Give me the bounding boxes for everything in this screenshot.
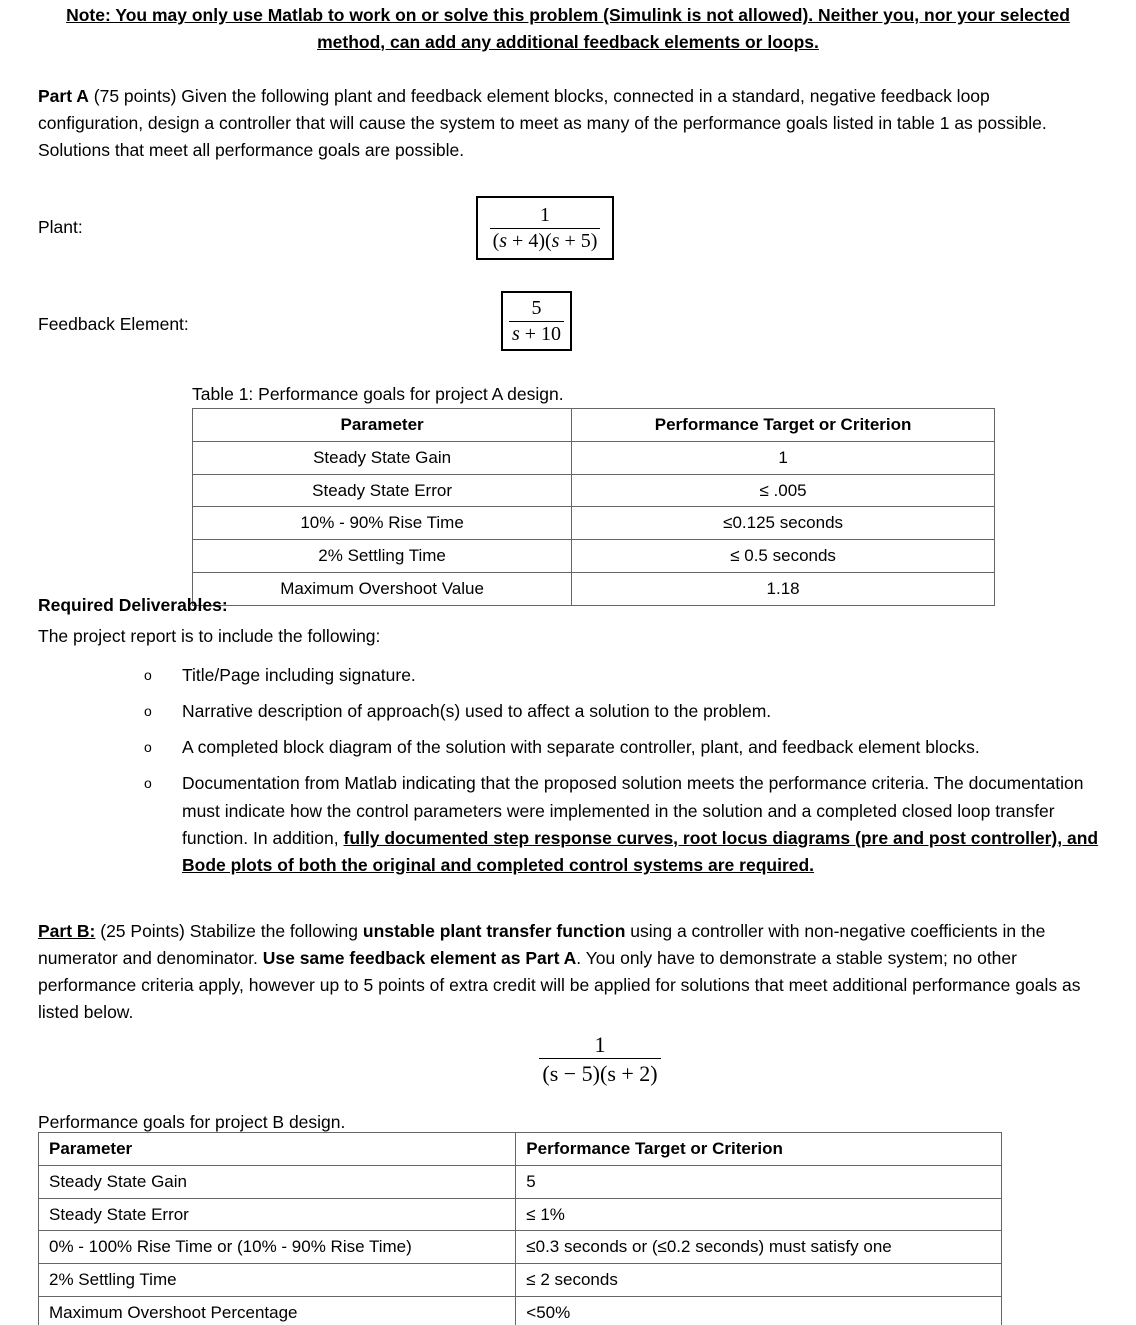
table-a-header-criterion: Performance Target or Criterion (572, 409, 995, 442)
required-deliverables-subheading: The project report is to include the following: (38, 626, 381, 646)
part-b-numerator: 1 (594, 1032, 606, 1057)
part-a-body: (75 points) Given the following plant and feedback element blocks, connected in a standard, negative feedback loop configuration, design a controller that will cause the system to meet as many of the performance goals listed in table 1 as possible. Solutions that meet all performance goals are possible. (38, 86, 1047, 161)
table-a-cell-parameter: Steady State Gain (193, 441, 572, 474)
table-a-cell-criterion: ≤0.125 seconds (572, 507, 995, 540)
table-b-caption: Performance goals for project B design. (38, 1112, 346, 1132)
circle-bullet-icon: o (144, 775, 152, 792)
table-row (193, 474, 995, 507)
deliverables-list (144, 662, 1124, 888)
list-item-text: Documentation from Matlab indicating that the proposed solution meets the performance criteria. The documentation must indicate how the control parameters were implemented in the solution and a completed closed loop transfer function. In addition, (182, 773, 1084, 848)
part-b-paragraph (38, 918, 1100, 1027)
table-b-cell-parameter: 0% - 100% Rise Time or (10% - 90% Rise Time) (39, 1231, 516, 1264)
table-b-cell-parameter: Maximum Overshoot Percentage (39, 1297, 516, 1325)
table-a-cell-criterion: ≤ .005 (572, 474, 995, 507)
table-b-cell-criterion: <50% (516, 1297, 1002, 1325)
plant-label: Plant: (38, 217, 83, 237)
part-b-bold-1: unstable plant transfer function (362, 921, 626, 941)
table-b-header-row (39, 1133, 1002, 1166)
plant-denominator: (s + 4)(s + 5) (490, 228, 601, 253)
table-a-header-parameter: Parameter (193, 409, 572, 442)
table-row (39, 1297, 1002, 1325)
table-a-cell-criterion: 1.18 (572, 573, 995, 606)
table-a-header-row (193, 409, 995, 442)
feedback-transfer-function-box (501, 291, 572, 351)
plant-transfer-function-box (476, 196, 614, 260)
table-row (39, 1198, 1002, 1231)
plant-numerator: 1 (539, 203, 550, 226)
part-b-text-2: using a controller with non-negative coefficients in the numerator and denominator. (38, 921, 1046, 969)
part-b-fraction (534, 1032, 665, 1086)
part-b-text-1: (25 Points) Stabilize the following (95, 921, 363, 941)
circle-bullet-icon: o (144, 739, 152, 756)
table-b-cell-criterion: ≤ 2 seconds (516, 1264, 1002, 1297)
feedback-fraction (504, 297, 569, 346)
table-row (39, 1231, 1002, 1264)
required-deliverables-heading: Required Deliverables: (38, 595, 228, 615)
table-b-header-parameter: Parameter (39, 1133, 516, 1166)
part-b-denominator: (s − 5)(s + 2) (539, 1058, 660, 1086)
table-row (39, 1165, 1002, 1198)
table-b-cell-criterion: ≤0.3 seconds or (≤0.2 seconds) must satisfy one (516, 1231, 1002, 1264)
table-b-cell-criterion: 5 (516, 1165, 1002, 1198)
part-a-paragraph (38, 83, 1098, 164)
table-a-cell-parameter: Steady State Error (193, 474, 572, 507)
part-b-bold-2: Use same feedback element as Part A (262, 948, 577, 969)
list-item-label: Narrative description of approach(s) used to affect a solution to the problem. (182, 701, 772, 722)
feedback-denominator: s + 10 (509, 321, 564, 346)
part-b-label: Part B: (38, 921, 96, 941)
part-b-transfer-function (460, 1032, 740, 1086)
list-item-emphasis: fully documented step response curves, root locus diagrams (pre and post controller), and Bode plots of both the original and completed control systems are required. (182, 827, 1099, 875)
list-item (144, 734, 1124, 761)
performance-goals-table-a (192, 408, 995, 606)
circle-bullet-icon: o (144, 703, 152, 720)
note-heading: Note: You may only use Matlab to work on or solve this problem (Simulink is not allowed). Neither you, nor your selected method, can add any additional feedback elements or loops. (66, 5, 1070, 52)
table-b-header-criterion: Performance Target or Criterion (516, 1133, 1002, 1166)
table-row (193, 441, 995, 474)
feedback-element-label: Feedback Element: (38, 314, 189, 334)
table-b-cell-parameter: Steady State Gain (39, 1165, 516, 1198)
list-item (144, 770, 1124, 879)
table-a-cell-parameter: Maximum Overshoot Value (193, 573, 572, 606)
plant-fraction (485, 204, 606, 253)
circle-bullet-icon: o (144, 667, 152, 683)
table-b-cell-criterion: ≤ 1% (516, 1198, 1002, 1231)
table-a-cell-criterion: ≤ 0.5 seconds (572, 540, 995, 573)
list-item-label (182, 770, 1124, 879)
table-row (193, 540, 995, 573)
table-a-cell-criterion: 1 (572, 441, 995, 474)
part-b-text-3: . You only have to demonstrate a stable system; no other performance criteria apply, however up to 5 points of extra credit will be applied for solutions that meet additional performance goals as listed below. (38, 948, 1081, 1023)
performance-goals-table-b (38, 1132, 1002, 1325)
table-row (39, 1264, 1002, 1297)
table-row (193, 507, 995, 540)
table-a-cell-parameter: 10% - 90% Rise Time (193, 507, 572, 540)
part-a-label: Part A (38, 86, 89, 106)
table-a-caption: Table 1: Performance goals for project A design. (192, 384, 564, 404)
table-a-cell-parameter: 2% Settling Time (193, 540, 572, 573)
list-item (144, 698, 1124, 725)
list-item-label: Title/Page including signature. (182, 665, 416, 685)
table-b-cell-parameter: 2% Settling Time (39, 1264, 516, 1297)
list-item (144, 662, 1124, 689)
feedback-numerator: 5 (531, 296, 542, 319)
table-b-cell-parameter: Steady State Error (39, 1198, 516, 1231)
list-item-label: A completed block diagram of the solution with separate controller, plant, and feedback element blocks. (182, 737, 980, 758)
